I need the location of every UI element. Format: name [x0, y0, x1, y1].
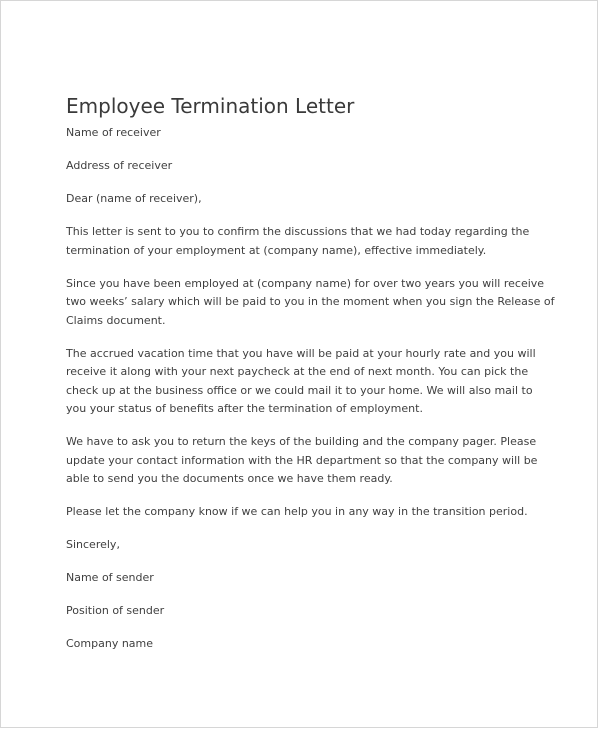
- salutation: Dear (name of receiver),: [66, 192, 202, 205]
- closing: Sincerely,: [66, 538, 120, 551]
- paragraph-vacation: The accrued vacation time that you have will be paid at your hourly rate and you will receive it along with your next paycheck at the end of next month. You can pick the check up at the business office or we could mail it to your home. We will also mail to you your status of benefits after the termination of employment.: [66, 346, 536, 415]
- sender-name: Name of sender: [66, 571, 154, 584]
- letter-body: [66, 92, 556, 668]
- sender-position: Position of sender: [66, 604, 165, 617]
- paragraph-return-keys: We have to ask you to return the keys of the building and the company pager. Please update your contact information with the HR department so that the company will be able to send you the documents once we have them ready.: [66, 435, 538, 485]
- paragraph-help: Please let the company know if we can help you in any way in the transition period.: [66, 505, 528, 518]
- paragraph-salary: Since you have been employed at (company name) for over two years you will receive two weeks’ salary which will be paid to you in the moment when you sign the Release of Claims document.: [66, 276, 555, 327]
- letter-title: Employee Termination Letter: [66, 94, 355, 118]
- company-name: Company name: [66, 637, 154, 650]
- paragraph-confirmation: This letter is sent to you to confirm the discussions that we had today regarding the termination of your employment at (company name), effective immediately.: [66, 225, 530, 257]
- receiver-address: Address of receiver: [66, 159, 173, 172]
- receiver-name: Name of receiver: [66, 126, 161, 139]
